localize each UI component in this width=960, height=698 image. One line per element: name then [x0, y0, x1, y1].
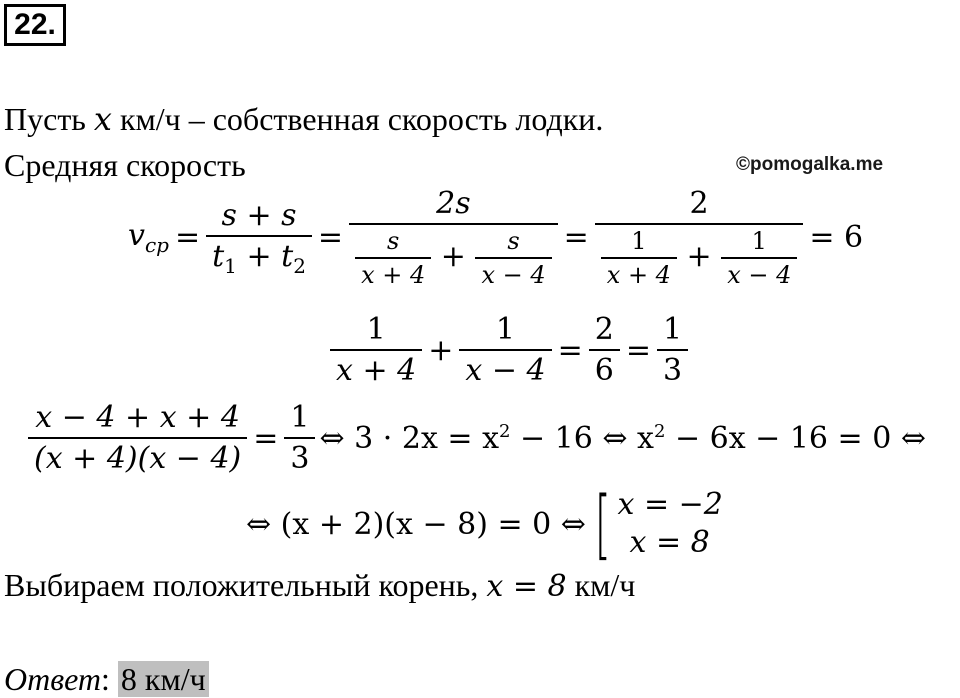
equation-quadratic: $\frac{x - 4 + x + 4}{(x + 4)(x - 4)}$ = $\frac{1}{3}$ ⇔ $3 \cdot 2x = x^2 - 16$ ⇔ $x^2 - 6x - 16 = 0$ ⇔ — [28, 400, 926, 476]
watermark: ©pomogalka.me — [736, 154, 884, 175]
eq1-fraction-1: $\frac{s + s}{t_1 + t_2}$ — [206, 198, 312, 278]
intro-post: км/ч – собственная скорость лодки. — [119, 101, 604, 137]
root-1: x = −2 — [617, 487, 723, 522]
problem-number: 22. — [4, 4, 66, 46]
eq1-lhs: $v_{cp}$ — [128, 218, 169, 257]
intro-var: x — [93, 100, 112, 138]
answer-label: Ответ — [4, 661, 101, 697]
avg-speed-label: Средняя скорость — [4, 147, 246, 183]
equation-sum-reciprocals: $\frac{1}{x + 4}$ + $\frac{1}{x - 4}$ = $\frac{2}{6}$ = $\frac{1}{3}$ — [330, 312, 688, 388]
equation-factored: ⇔ (x + 2)(x − 8) = 0 ⇔ [ x = −2 x = 8 — [246, 479, 723, 568]
intro-pre: Пусть — [4, 101, 86, 137]
root-2: x = 8 — [629, 525, 710, 560]
intro-line — [4, 100, 603, 138]
eq1-result: = 6 — [809, 220, 864, 255]
eq1-fraction-2: 2s $\frac{s}{x + 4}$ + $\frac{s}{x - 4}$ — [349, 186, 558, 289]
answer-value: 8 км/ч — [118, 661, 209, 697]
answer-line: Ответ: 8 км/ч — [4, 660, 209, 698]
equation-avg-speed: $v_{cp}$ = $\frac{s + s}{t_1 + t_2}$ = 2s $\frac{s}{x + 4}$ + $\frac{s}{x - 4}$ = 2 $\frac{1}{x + 4}$ + $\frac{1}{x - 4}$ = 6 — [128, 186, 869, 289]
eq1-fraction-3: 2 $\frac{1}{x + 4}$ + $\frac{1}{x - 4}$ — [595, 186, 804, 289]
choose-root-line: Выбираем положительный корень, x = 8 км/ч — [4, 567, 636, 604]
